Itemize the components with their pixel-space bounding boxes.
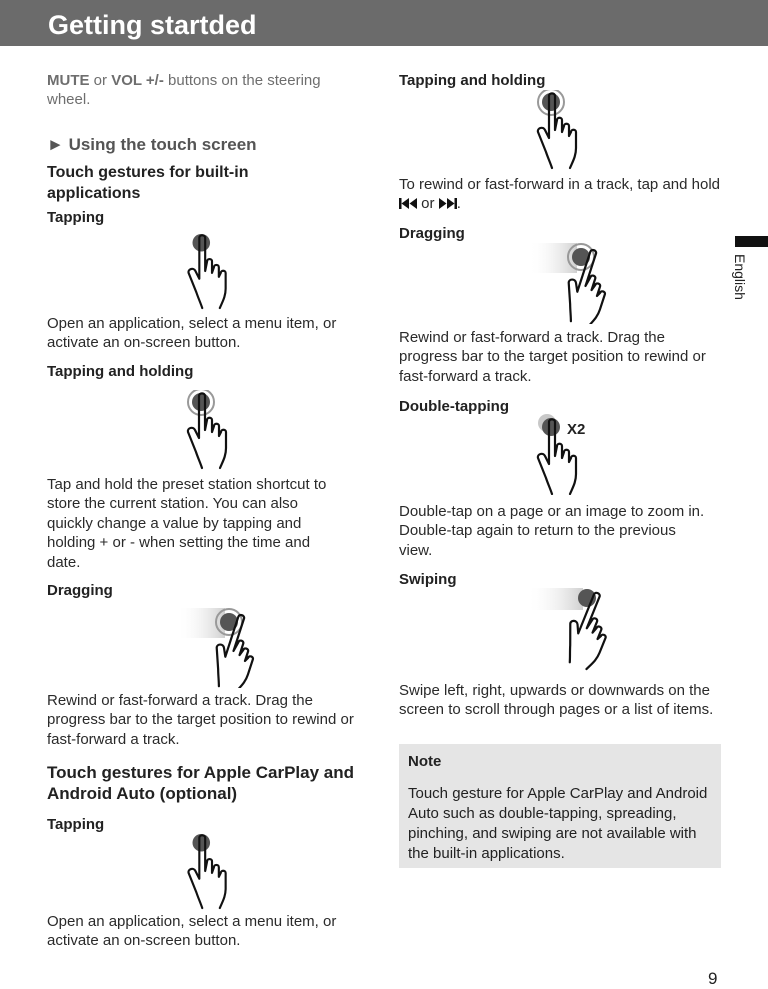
carplay-heading: Touch gestures for Apple CarPlay and Android Auto (optional) [47,763,355,803]
language-tab-label: English [732,254,748,300]
section-title: Using the touch screen [68,135,257,154]
dragging-label: Dragging [47,582,113,599]
double-tapping-description: Double-tap on a page or an image to zoom in. Double-tap again to return to the previous view. [399,503,705,559]
carplay-tapping-description: Open an application, select a menu item, or activate an on-screen button. [47,913,337,950]
page-title: Getting startded [48,10,257,40]
page-number: 9 [708,969,718,988]
swiping-label: Swiping [399,571,457,588]
tapping-label: Tapping [47,209,105,226]
note-text: Touch gesture for Apple CarPlay and Android Auto such as double-tapping, spreading, pinching, and swiping are not available with the built-in applications. [408,785,708,862]
double-tapping-label: Double-tapping [399,398,509,415]
note-title: Note [408,753,442,770]
swiping-description: Swipe left, right, upwards or downwards on the screen to scroll through pages or a list of items. [399,682,714,719]
builtin-heading: Touch gestures for built-in applications [47,164,249,202]
triangle-right-icon: ► [47,135,64,154]
fast-forward-icon [439,198,457,209]
right-holding-label: Tapping and holding [399,72,546,89]
right-dragging-label: Dragging [399,225,465,242]
carplay-tap-gesture-icon [182,832,242,910]
tap-hold-gesture-icon [182,390,242,470]
right-dragging-description: Rewind or fast-forward a track. Drag the progress bar to the target position to rewind or fast-forward a track. [399,329,706,385]
carplay-tapping-label: Tapping [47,816,105,833]
dragging-description: Rewind or fast-forward a track. Drag the progress bar to the target position to rewind or fast-forward a track. [47,692,354,748]
tap-gesture-icon [182,232,242,310]
right-tap-hold-gesture-icon [532,90,592,170]
rewind-icon [399,198,417,209]
page-header [0,0,768,46]
right-drag-gesture-icon [529,238,609,324]
drag-gesture-icon [177,604,257,688]
right-holding-description: To rewind or fast-forward in a track, tap and hold or . [399,176,720,213]
intro-paragraph: MUTE or VOL +/- buttons on the steering wheel. [47,72,321,109]
note-box [399,744,721,868]
double-tap-badge: X2 [567,421,586,438]
holding-description: Tap and hold the preset station shortcut to store the current station. You can also quickly change a value by tapping and holding + or - when setting the time and date. [47,476,327,571]
swipe-gesture-icon [527,586,617,674]
tapping-description: Open an application, select a menu item, or activate an on-screen button. [47,315,337,352]
section-heading [47,134,257,155]
side-tab-marker [735,236,768,247]
holding-label: Tapping and holding [47,363,194,380]
